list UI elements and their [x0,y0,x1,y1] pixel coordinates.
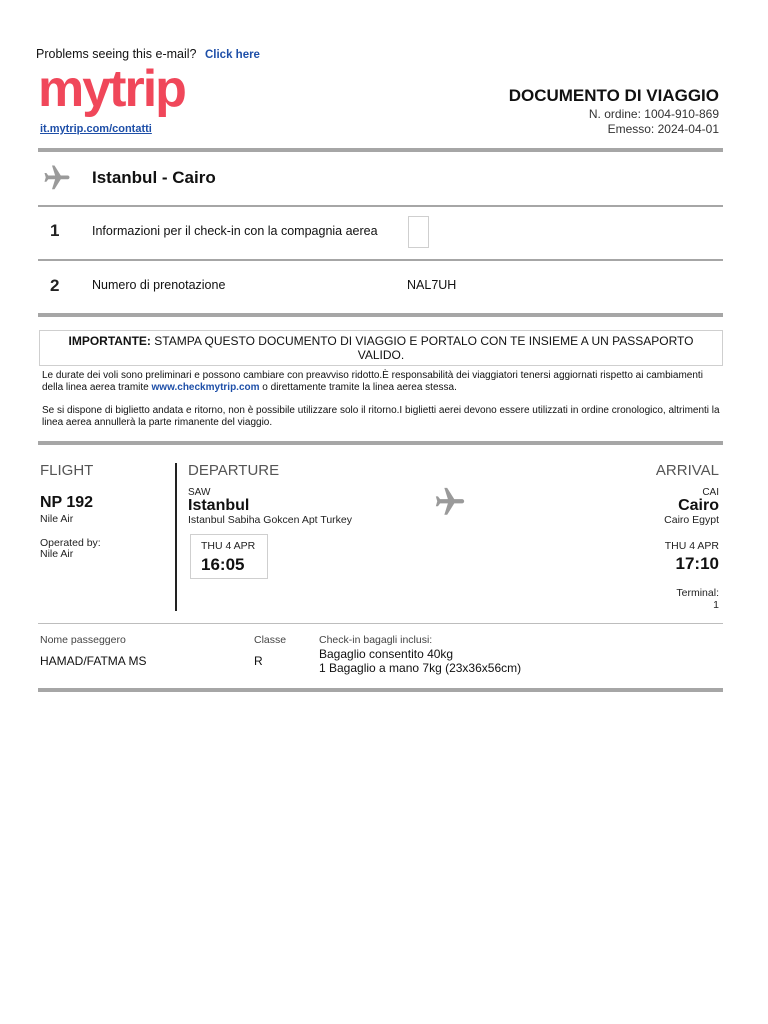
terminal-label: Terminal: [676,587,719,599]
divider [38,441,723,445]
baggage-label: Check-in bagagli inclusi: [319,634,433,646]
checkin-info-box [408,216,429,248]
passenger-name-label: Nome passeggero [40,634,126,646]
order-number: 1004-910-869 [644,107,719,121]
step-number: 2 [50,276,60,295]
important-label: IMPORTANTE: [68,334,151,348]
column-divider [175,463,177,611]
plane-icon [430,485,470,519]
divider [38,205,723,207]
departure-time-box [190,534,268,579]
booking-code: NAL7UH [407,278,457,292]
step-number: 1 [50,221,60,240]
divider [38,148,723,152]
arrival-time: 17:10 [675,554,719,573]
passenger-name: HAMAD/FATMA MS [40,654,147,668]
divider [38,313,723,317]
arrival-airport: Cairo Egypt [664,514,719,526]
hand-baggage: 1 Bagaglio a mano 7kg (23x36x56cm) [319,661,522,675]
divider [38,623,723,624]
email-problem-line [36,47,260,61]
return-ticket-notice: Se si dispone di biglietto andata e ritorno, non è possibile utilizzare solo il ritorno.I biglietti aerei devono essere utilizzati in ordine cronologico, altrimenti la linea aerea annullerà la parte rimanente del viaggio. [42,405,720,428]
operated-by: Nile Air [40,548,74,560]
contact-link[interactable]: it.mytrip.com/contatti [40,123,152,135]
departure-header: DEPARTURE [188,462,280,479]
problems-text: Problems seeing this e-mail? [36,47,197,61]
important-notice [39,330,723,366]
flight-number: NP 192 [40,494,94,511]
route-title: Istanbul - Cairo [92,168,216,187]
order-number-line [589,107,719,121]
divider [38,688,723,692]
departure-time: 16:05 [201,555,245,574]
terminal-number: 1 [713,599,719,611]
plane-icon [38,163,76,193]
class-label: Classe [254,634,287,646]
departure-airport: Istanbul Sabiha Gokcen Apt Turkey [188,514,353,526]
booking-number-label: Numero di prenotazione [92,278,226,292]
arrival-date: THU 4 APR [664,540,719,552]
document-title: DOCUMENTO DI VIAGGIO [508,86,719,105]
departure-date: THU 4 APR [201,540,256,552]
notice-text: Le durate dei voli sono preliminari e possono cambiare con preavviso ridotto.È responsabilità dei viaggiatori tenersi aggiornati rispetto ai cambiamenti della linea aerea tramite [42,370,703,393]
departure-city: Istanbul [188,497,250,514]
issued-date-line [608,122,719,136]
important-text: STAMPA QUESTO DOCUMENTO DI VIAGGIO E PORTALO CON TE INSIEME A UN PASSAPORTO VALIDO. [154,334,694,362]
departure-code: SAW [188,487,211,498]
airline-name: Nile Air [40,513,74,525]
order-label: N. ordine: [588,107,641,121]
operated-by-label: Operated by: [40,537,101,549]
class-value: R [254,654,263,668]
logo-text: mytrip [38,62,185,118]
mytrip-logo [38,62,223,124]
arrival-header: ARRIVAL [655,462,719,479]
click-here-link[interactable]: Click here [204,49,260,61]
checked-baggage: Bagaglio consentito 40kg [319,647,454,661]
divider [38,259,723,261]
arrival-code: CAI [702,487,719,498]
issued-label: Emesso: [607,122,655,136]
checkin-info-label: Informazioni per il check-in con la compagnia aerea [92,224,378,238]
notice-text: o direttamente tramite la linea aerea stessa. [262,382,457,393]
checkmytrip-link[interactable]: www.checkmytrip.com [151,382,260,393]
schedule-notice [42,370,724,394]
arrival-city: Cairo [678,497,719,514]
issued-date: 2024-04-01 [657,122,719,136]
flight-header: FLIGHT [40,462,94,479]
